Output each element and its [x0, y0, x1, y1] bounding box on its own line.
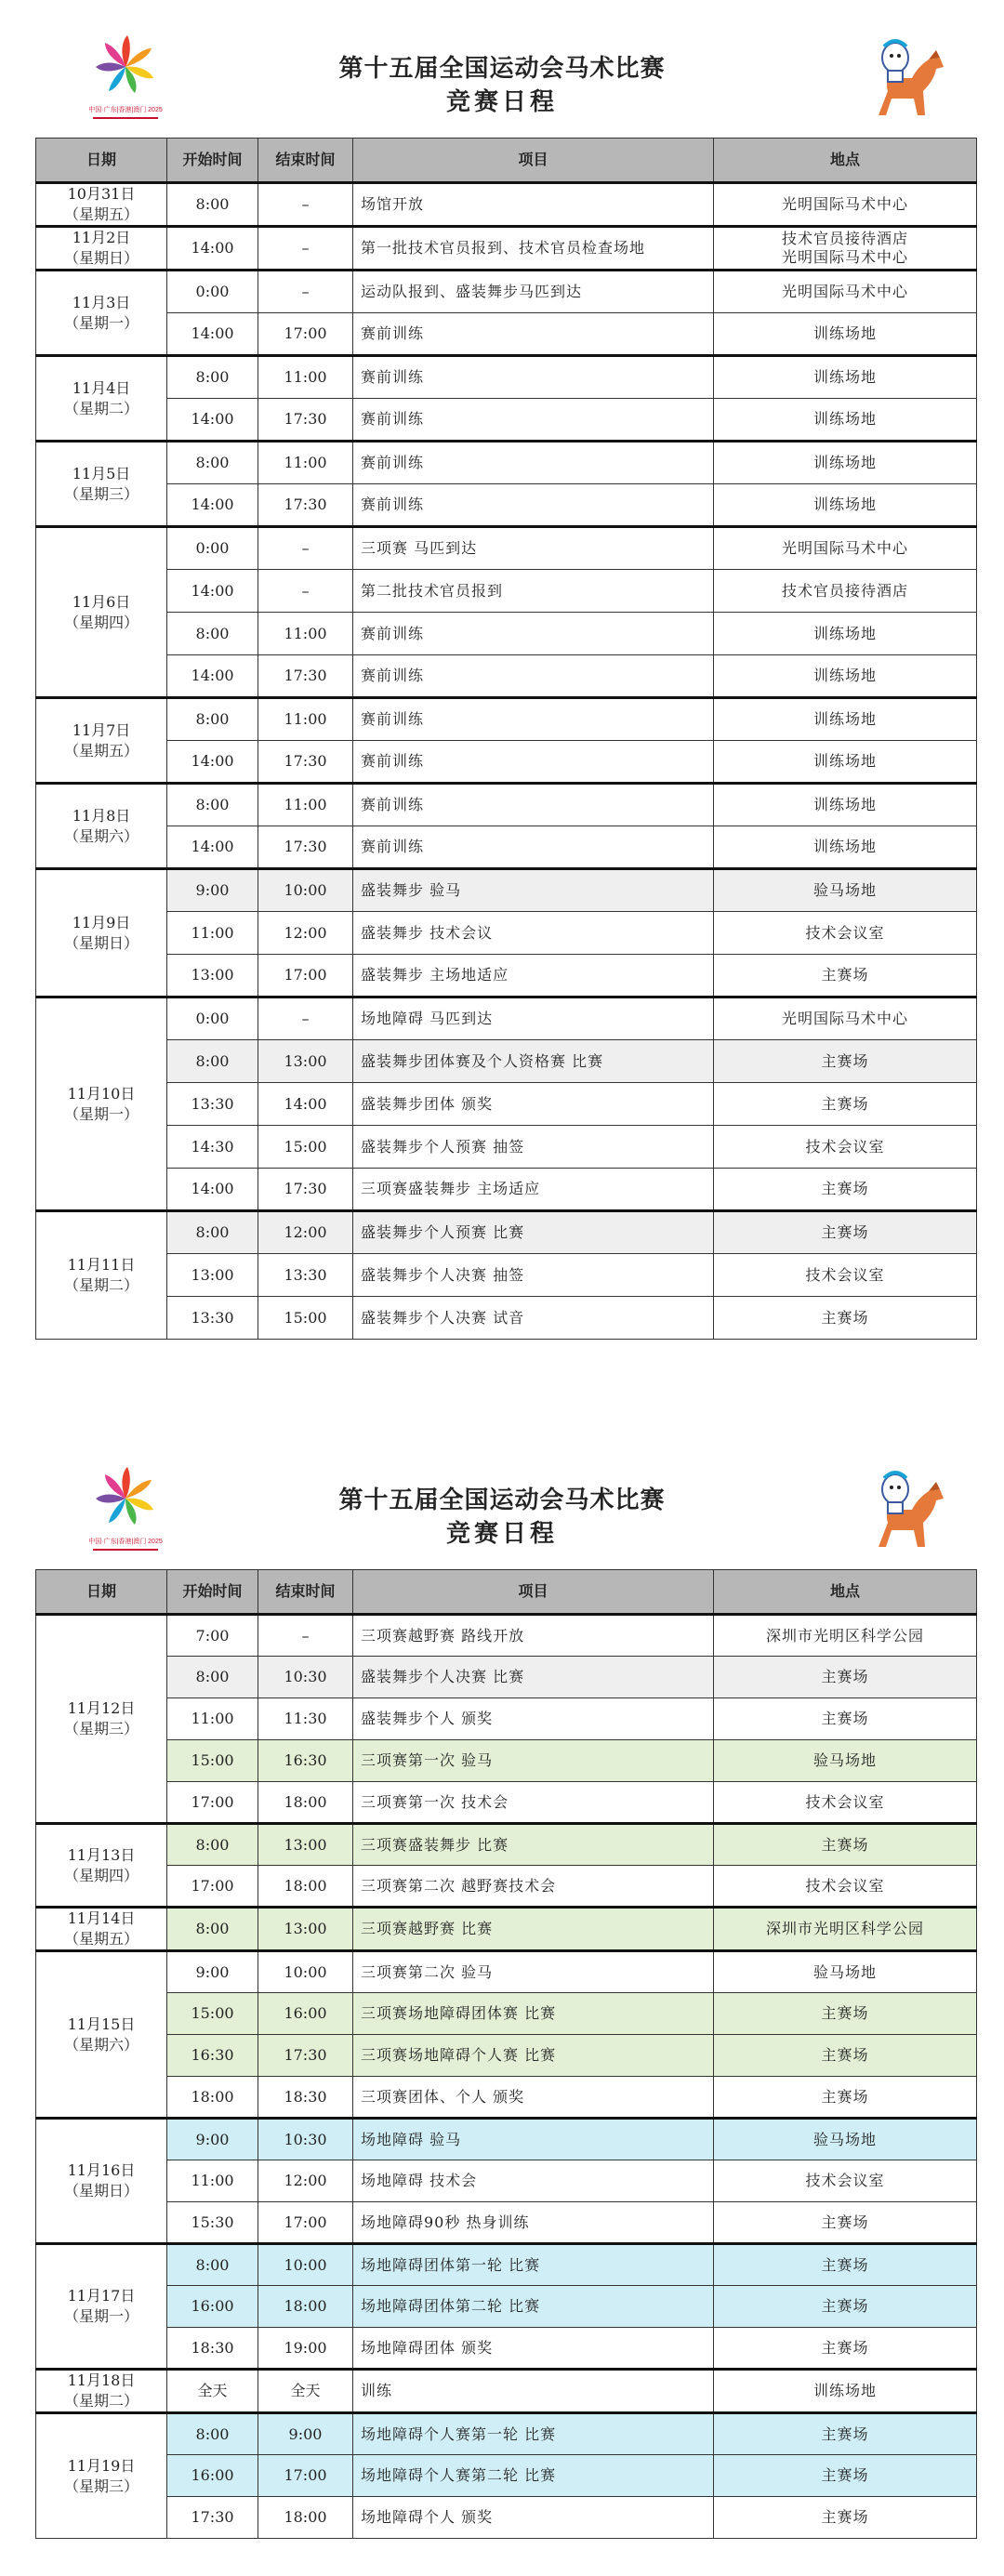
end-time-cell: 13:00	[258, 1040, 353, 1083]
start-time-cell: 11:00	[167, 2160, 258, 2202]
event-cell: 盛装舞步个人预赛 抽签	[353, 1126, 714, 1169]
venue-cell: 技术官员接待酒店 光明国际马术中心	[714, 227, 977, 271]
table-row	[36, 997, 977, 1040]
end-time-cell: 17:00	[258, 2455, 353, 2497]
end-time-cell: 10:00	[258, 2244, 353, 2286]
horse-mascot-icon	[860, 1465, 948, 1558]
end-time-cell: 12:00	[258, 1211, 353, 1254]
venue-cell: 主赛场	[714, 2286, 977, 2328]
date-cell: 10月31日 （星期五）	[36, 183, 167, 227]
page-header	[0, 1432, 1004, 1562]
event-cell: 运动队报到、盛装舞步马匹到达	[353, 271, 714, 313]
end-time-cell: –	[258, 527, 353, 570]
start-time-cell: 8:00	[167, 613, 258, 655]
table-row	[36, 2413, 977, 2455]
venue-cell: 验马场地	[714, 2119, 977, 2160]
end-time-cell: 12:00	[258, 2160, 353, 2202]
column-header: 结束时间	[258, 139, 353, 183]
event-cell: 第二批技术官员报到	[353, 570, 714, 613]
event-cell: 三项赛越野赛 路线开放	[353, 1615, 714, 1657]
start-time-cell: 15:30	[167, 2202, 258, 2244]
table-row	[36, 1824, 977, 1866]
event-cell: 场馆开放	[353, 183, 714, 227]
date-cell: 11月18日 （星期二）	[36, 2370, 167, 2413]
table-row	[36, 869, 977, 912]
table-row	[36, 2328, 977, 2370]
event-cell: 赛前训练	[353, 784, 714, 826]
table-header-row	[36, 1570, 977, 1615]
venue-cell: 光明国际马术中心	[714, 527, 977, 570]
table-row	[36, 784, 977, 826]
date-cell: 11月15日 （星期六）	[36, 1951, 167, 2119]
end-time-cell: 10:30	[258, 2119, 353, 2160]
venue-cell: 训练场地	[714, 484, 977, 527]
date-cell: 11月2日 （星期日）	[36, 227, 167, 271]
schedule-table	[35, 138, 977, 1340]
venue-cell: 验马场地	[714, 869, 977, 912]
start-time-cell: 14:00	[167, 655, 258, 698]
table-row	[36, 2160, 977, 2202]
date-cell: 11月7日 （星期五）	[36, 698, 167, 784]
event-cell: 赛前训练	[353, 356, 714, 399]
schedule-table	[35, 1569, 977, 2539]
event-cell: 三项赛场地障碍个人赛 比赛	[353, 2035, 714, 2077]
start-time-cell: 8:00	[167, 698, 258, 741]
venue-cell: 训练场地	[714, 442, 977, 484]
venue-cell: 主赛场	[714, 1169, 977, 1211]
end-time-cell: 11:00	[258, 356, 353, 399]
event-cell: 盛装舞步 验马	[353, 869, 714, 912]
event-cell: 场地障碍个人 颁奖	[353, 2497, 714, 2539]
table-row	[36, 2035, 977, 2077]
start-time-cell: 14:30	[167, 1126, 258, 1169]
page-subtitle: 竞赛日程	[445, 88, 558, 116]
start-time-cell: 全天	[167, 2370, 258, 2413]
venue-cell: 训练场地	[714, 2370, 977, 2413]
venue-cell: 训练场地	[714, 784, 977, 826]
table-row	[36, 356, 977, 399]
venue-cell: 技术会议室	[714, 912, 977, 955]
venue-cell: 技术官员接待酒店	[714, 570, 977, 613]
start-time-cell: 0:00	[167, 271, 258, 313]
start-time-cell: 8:00	[167, 784, 258, 826]
venue-cell: 主赛场	[714, 2328, 977, 2370]
date-cell: 11月14日 （星期五）	[36, 1908, 167, 1951]
table-row	[36, 955, 977, 997]
end-time-cell: 12:00	[258, 912, 353, 955]
table-row	[36, 613, 977, 655]
column-header: 结束时间	[258, 1570, 353, 1615]
end-time-cell: 17:00	[258, 2202, 353, 2244]
end-time-cell: 11:30	[258, 1698, 353, 1740]
venue-cell: 光明国际马术中心	[714, 997, 977, 1040]
venue-cell: 主赛场	[714, 2455, 977, 2497]
column-header: 项目	[353, 1570, 714, 1615]
end-time-cell: 17:30	[258, 399, 353, 442]
venue-cell: 主赛场	[714, 955, 977, 997]
venue-cell: 主赛场	[714, 1083, 977, 1126]
date-cell: 11月11日 （星期二）	[36, 1211, 167, 1340]
end-time-cell: 9:00	[258, 2413, 353, 2455]
start-time-cell: 8:00	[167, 1824, 258, 1866]
event-cell: 场地障碍团体第一轮 比赛	[353, 2244, 714, 2286]
table-row	[36, 1169, 977, 1211]
page-subtitle: 竞赛日程	[445, 1520, 558, 1548]
start-time-cell: 14:00	[167, 399, 258, 442]
start-time-cell: 14:00	[167, 484, 258, 527]
event-cell: 三项赛场地障碍团体赛 比赛	[353, 1993, 714, 2035]
venue-cell: 主赛场	[714, 1297, 977, 1340]
start-time-cell: 13:30	[167, 1083, 258, 1126]
end-time-cell: 18:00	[258, 1782, 353, 1824]
venue-cell: 主赛场	[714, 1824, 977, 1866]
column-header: 地点	[714, 139, 977, 183]
table-row	[36, 1951, 977, 1993]
end-time-cell: 18:30	[258, 2077, 353, 2119]
event-cell: 场地障碍团体第二轮 比赛	[353, 2286, 714, 2328]
table-row	[36, 1657, 977, 1698]
end-time-cell: 16:30	[258, 1740, 353, 1782]
table-row	[36, 741, 977, 784]
start-time-cell: 14:00	[167, 570, 258, 613]
venue-cell: 主赛场	[714, 2413, 977, 2455]
date-cell: 11月9日 （星期日）	[36, 869, 167, 997]
date-cell: 11月19日 （星期三）	[36, 2413, 167, 2539]
start-time-cell: 8:00	[167, 2244, 258, 2286]
end-time-cell: 13:00	[258, 1908, 353, 1951]
event-cell: 三项赛第一次 验马	[353, 1740, 714, 1782]
end-time-cell: 17:30	[258, 484, 353, 527]
end-time-cell: 11:00	[258, 698, 353, 741]
venue-cell: 训练场地	[714, 655, 977, 698]
start-time-cell: 9:00	[167, 869, 258, 912]
event-cell: 第一批技术官员报到、技术官员检查场地	[353, 227, 714, 271]
end-time-cell: 11:00	[258, 784, 353, 826]
end-time-cell: –	[258, 183, 353, 227]
start-time-cell: 15:00	[167, 1993, 258, 2035]
event-cell: 赛前训练	[353, 698, 714, 741]
event-cell: 三项赛第一次 技术会	[353, 1782, 714, 1824]
date-cell: 11月4日 （星期二）	[36, 356, 167, 442]
end-time-cell: 全天	[258, 2370, 353, 2413]
end-time-cell: –	[258, 1615, 353, 1657]
table-row	[36, 227, 977, 271]
venue-cell: 训练场地	[714, 613, 977, 655]
start-time-cell: 8:00	[167, 2413, 258, 2455]
start-time-cell: 17:30	[167, 2497, 258, 2539]
table-row	[36, 698, 977, 741]
event-cell: 盛装舞步个人决赛 试音	[353, 1297, 714, 1340]
end-time-cell: 10:30	[258, 1657, 353, 1698]
table-row	[36, 1866, 977, 1908]
end-time-cell: 17:30	[258, 2035, 353, 2077]
venue-cell: 训练场地	[714, 356, 977, 399]
table-row	[36, 2077, 977, 2119]
horse-mascot-icon	[860, 33, 948, 126]
venue-cell: 深圳市光明区科学公园	[714, 1908, 977, 1951]
table-row	[36, 2497, 977, 2539]
venue-cell: 主赛场	[714, 2035, 977, 2077]
table-row	[36, 912, 977, 955]
table-row	[36, 183, 977, 227]
event-cell: 赛前训练	[353, 613, 714, 655]
table-row	[36, 1740, 977, 1782]
venue-cell: 主赛场	[714, 1698, 977, 1740]
event-cell: 三项赛团体、个人 颁奖	[353, 2077, 714, 2119]
end-time-cell: 10:00	[258, 1951, 353, 1993]
event-cell: 场地障碍个人赛第一轮 比赛	[353, 2413, 714, 2455]
date-cell: 11月16日 （星期日）	[36, 2119, 167, 2244]
event-cell: 三项赛盛装舞步 主场适应	[353, 1169, 714, 1211]
table-row	[36, 1211, 977, 1254]
end-time-cell: 17:30	[258, 741, 353, 784]
end-time-cell: 17:00	[258, 955, 353, 997]
start-time-cell: 13:00	[167, 1254, 258, 1297]
start-time-cell: 16:00	[167, 2286, 258, 2328]
column-header: 日期	[36, 1570, 167, 1615]
event-cell: 盛装舞步个人决赛 抽签	[353, 1254, 714, 1297]
event-cell: 盛装舞步团体赛及个人资格赛 比赛	[353, 1040, 714, 1083]
page-header	[0, 0, 1004, 130]
table-row	[36, 655, 977, 698]
start-time-cell: 14:00	[167, 826, 258, 869]
start-time-cell: 11:00	[167, 1698, 258, 1740]
end-time-cell: 14:00	[258, 1083, 353, 1126]
column-header: 开始时间	[167, 1570, 258, 1615]
svg-text:中国·广东|香港|澳门 2025: 中国·广东|香港|澳门 2025	[88, 107, 163, 113]
table-row	[36, 2202, 977, 2244]
end-time-cell: –	[258, 997, 353, 1040]
event-cell: 赛前训练	[353, 655, 714, 698]
event-cell: 赛前训练	[353, 741, 714, 784]
start-time-cell: 14:00	[167, 1169, 258, 1211]
table-row	[36, 1254, 977, 1297]
table-row	[36, 1908, 977, 1951]
venue-cell: 主赛场	[714, 1040, 977, 1083]
end-time-cell: 18:00	[258, 1866, 353, 1908]
end-time-cell: 18:00	[258, 2286, 353, 2328]
start-time-cell: 8:00	[167, 1040, 258, 1083]
column-header: 日期	[36, 139, 167, 183]
start-time-cell: 14:00	[167, 227, 258, 271]
table-row	[36, 271, 977, 313]
date-cell: 11月3日 （星期一）	[36, 271, 167, 356]
venue-cell: 训练场地	[714, 741, 977, 784]
event-cell: 赛前训练	[353, 399, 714, 442]
start-time-cell: 8:00	[167, 356, 258, 399]
schedule-page-2	[0, 1432, 1004, 2526]
event-cell: 赛前训练	[353, 313, 714, 356]
venue-cell: 训练场地	[714, 698, 977, 741]
table-row	[36, 1993, 977, 2035]
event-cell: 盛装舞步 主场地适应	[353, 955, 714, 997]
venue-cell: 验马场地	[714, 1951, 977, 1993]
event-cell: 场地障碍团体 颁奖	[353, 2328, 714, 2370]
start-time-cell: 13:30	[167, 1297, 258, 1340]
column-header: 开始时间	[167, 139, 258, 183]
venue-cell: 光明国际马术中心	[714, 183, 977, 227]
event-cell: 三项赛盛装舞步 比赛	[353, 1824, 714, 1866]
date-cell: 11月5日 （星期三）	[36, 442, 167, 527]
date-cell: 11月8日 （星期六）	[36, 784, 167, 869]
date-cell: 11月6日 （星期四）	[36, 527, 167, 698]
start-time-cell: 14:00	[167, 741, 258, 784]
event-cell: 三项赛第二次 验马	[353, 1951, 714, 1993]
table-header-row	[36, 139, 977, 183]
start-time-cell: 8:00	[167, 1657, 258, 1698]
end-time-cell: –	[258, 227, 353, 271]
event-cell: 三项赛 马匹到达	[353, 527, 714, 570]
start-time-cell: 17:00	[167, 1782, 258, 1824]
end-time-cell: 16:00	[258, 1993, 353, 2035]
end-time-cell: –	[258, 271, 353, 313]
start-time-cell: 18:30	[167, 2328, 258, 2370]
event-cell: 场地障碍90秒 热身训练	[353, 2202, 714, 2244]
start-time-cell: 11:00	[167, 912, 258, 955]
table-row	[36, 570, 977, 613]
start-time-cell: 8:00	[167, 183, 258, 227]
venue-cell: 技术会议室	[714, 1126, 977, 1169]
table-row	[36, 527, 977, 570]
venue-cell: 训练场地	[714, 313, 977, 356]
start-time-cell: 8:00	[167, 1908, 258, 1951]
event-cell: 赛前训练	[353, 484, 714, 527]
end-time-cell: 11:00	[258, 613, 353, 655]
date-cell: 11月13日 （星期四）	[36, 1824, 167, 1908]
page-title: 第十五届全国运动会马术比赛	[338, 1486, 666, 1514]
venue-cell: 深圳市光明区科学公园	[714, 1615, 977, 1657]
venue-cell: 技术会议室	[714, 1782, 977, 1824]
venue-cell: 主赛场	[714, 1657, 977, 1698]
venue-cell: 主赛场	[714, 2202, 977, 2244]
venue-cell: 技术会议室	[714, 2160, 977, 2202]
start-time-cell: 14:00	[167, 313, 258, 356]
event-cell: 盛装舞步个人决赛 比赛	[353, 1657, 714, 1698]
date-cell: 11月10日 （星期一）	[36, 997, 167, 1211]
table-row	[36, 826, 977, 869]
table-row	[36, 1782, 977, 1824]
column-header: 地点	[714, 1570, 977, 1615]
event-cell: 场地障碍个人赛第二轮 比赛	[353, 2455, 714, 2497]
event-cell: 盛装舞步 技术会议	[353, 912, 714, 955]
table-row	[36, 484, 977, 527]
venue-cell: 主赛场	[714, 1993, 977, 2035]
start-time-cell: 18:00	[167, 2077, 258, 2119]
svg-text:中国·广东|香港|澳门 2025: 中国·广东|香港|澳门 2025	[88, 1539, 163, 1545]
start-time-cell: 0:00	[167, 527, 258, 570]
start-time-cell: 15:00	[167, 1740, 258, 1782]
event-cell: 三项赛第二次 越野赛技术会	[353, 1866, 714, 1908]
table-row	[36, 1698, 977, 1740]
table-row	[36, 1083, 977, 1126]
start-time-cell: 9:00	[167, 2119, 258, 2160]
event-cell: 场地障碍 技术会	[353, 2160, 714, 2202]
end-time-cell: 10:00	[258, 869, 353, 912]
start-time-cell: 9:00	[167, 1951, 258, 1993]
venue-cell: 验马场地	[714, 1740, 977, 1782]
venue-cell: 主赛场	[714, 2244, 977, 2286]
end-time-cell: 19:00	[258, 2328, 353, 2370]
column-header: 项目	[353, 139, 714, 183]
start-time-cell: 16:30	[167, 2035, 258, 2077]
venue-cell: 光明国际马术中心	[714, 271, 977, 313]
venue-cell: 主赛场	[714, 1211, 977, 1254]
table-row	[36, 2455, 977, 2497]
end-time-cell: 17:30	[258, 655, 353, 698]
event-cell: 赛前训练	[353, 442, 714, 484]
venue-cell: 训练场地	[714, 399, 977, 442]
end-time-cell: –	[258, 570, 353, 613]
table-row	[36, 2370, 977, 2413]
start-time-cell: 8:00	[167, 442, 258, 484]
table-row	[36, 1126, 977, 1169]
start-time-cell: 13:00	[167, 955, 258, 997]
event-cell: 赛前训练	[353, 826, 714, 869]
table-row	[36, 313, 977, 356]
venue-cell: 主赛场	[714, 2077, 977, 2119]
start-time-cell: 7:00	[167, 1615, 258, 1657]
page-title: 第十五届全国运动会马术比赛	[338, 55, 666, 83]
date-cell: 11月17日 （星期一）	[36, 2244, 167, 2370]
start-time-cell: 8:00	[167, 1211, 258, 1254]
table-row	[36, 1615, 977, 1657]
end-time-cell: 17:30	[258, 1169, 353, 1211]
venue-cell: 技术会议室	[714, 1254, 977, 1297]
end-time-cell: 17:00	[258, 313, 353, 356]
end-time-cell: 13:00	[258, 1824, 353, 1866]
table-row	[36, 1297, 977, 1340]
end-time-cell: 11:00	[258, 442, 353, 484]
table-row	[36, 2119, 977, 2160]
venue-cell: 技术会议室	[714, 1866, 977, 1908]
end-time-cell: 18:00	[258, 2497, 353, 2539]
end-time-cell: 17:30	[258, 826, 353, 869]
end-time-cell: 15:00	[258, 1126, 353, 1169]
event-cell: 训练	[353, 2370, 714, 2413]
start-time-cell: 17:00	[167, 1866, 258, 1908]
event-cell: 场地障碍 验马	[353, 2119, 714, 2160]
table-row	[36, 1040, 977, 1083]
event-cell: 三项赛越野赛 比赛	[353, 1908, 714, 1951]
table-row	[36, 442, 977, 484]
table-row	[36, 2244, 977, 2286]
table-row	[36, 399, 977, 442]
start-time-cell: 0:00	[167, 997, 258, 1040]
venue-cell: 训练场地	[714, 826, 977, 869]
date-cell: 11月12日 （星期三）	[36, 1615, 167, 1824]
event-cell: 场地障碍 马匹到达	[353, 997, 714, 1040]
end-time-cell: 13:30	[258, 1254, 353, 1297]
event-cell: 盛装舞步团体 颁奖	[353, 1083, 714, 1126]
venue-cell: 主赛场	[714, 2497, 977, 2539]
event-cell: 盛装舞步个人 颁奖	[353, 1698, 714, 1740]
table-row	[36, 2286, 977, 2328]
end-time-cell: 15:00	[258, 1297, 353, 1340]
start-time-cell: 16:00	[167, 2455, 258, 2497]
event-cell: 盛装舞步个人预赛 比赛	[353, 1211, 714, 1254]
